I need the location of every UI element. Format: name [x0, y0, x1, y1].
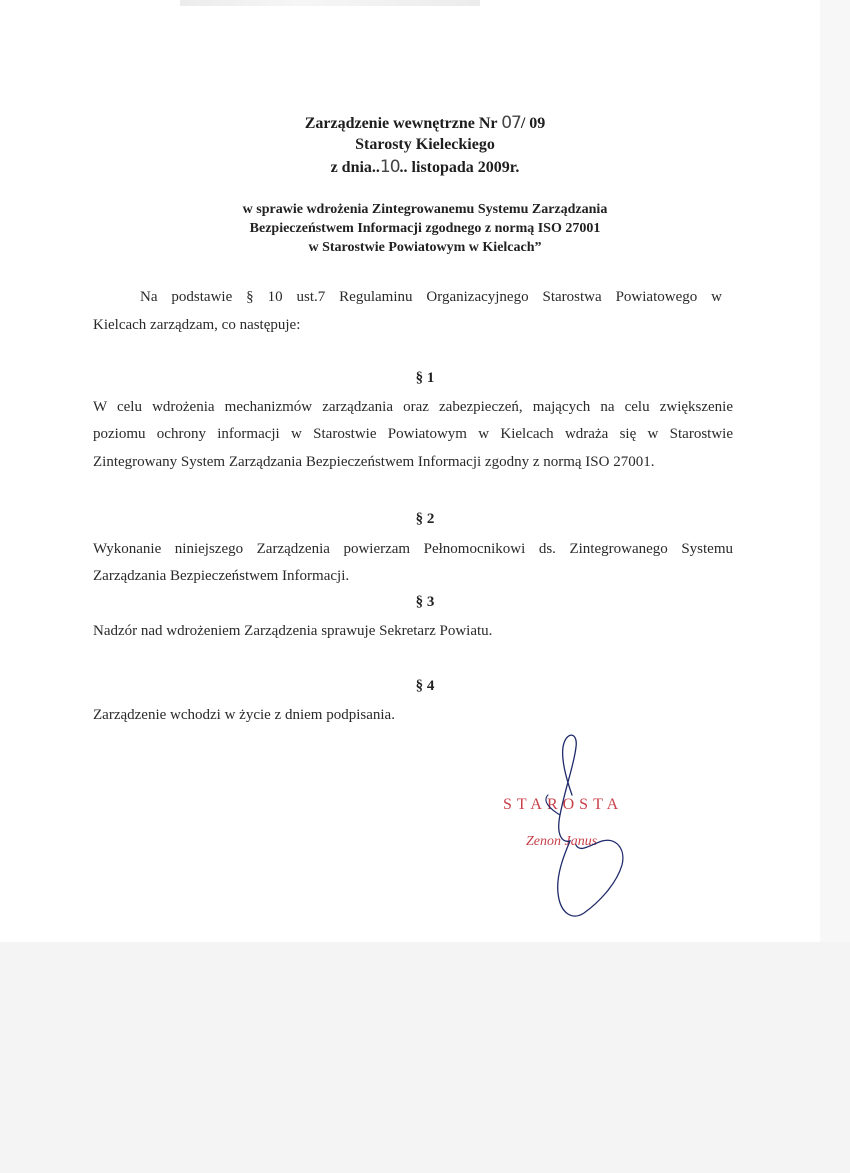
- section-3-line-1: Nadzór nad wdrożeniem Zarządzenia sprawuje Sekretarz Powiatu.: [93, 623, 493, 639]
- section-4-heading: § 4: [415, 678, 435, 694]
- handwritten-day: 10: [379, 157, 400, 177]
- stamp-name: Zenon Janus: [526, 834, 598, 849]
- preamble-line-1: Na podstawie § 10 ust.7 Regulaminu Organizacyjnego Starostwa Powiatowego w: [140, 289, 722, 305]
- section-2-heading: § 2: [415, 511, 435, 527]
- preamble-line-2: Kielcach zarządzam, co następuje:: [93, 317, 301, 333]
- section-2-line-2: Zarządzania Bezpieczeństwem Informacji.: [93, 568, 350, 584]
- stamp-title: STAROSTA: [503, 796, 624, 813]
- document-title: Zarządzenie wewnętrzne Nr 07/ 09: [304, 113, 546, 133]
- document-date: z dnia..10.. listopada 2009r.: [330, 157, 520, 177]
- section-4-line-1: Zarządzenie wchodzi w życie z dniem podpisania.: [93, 707, 395, 723]
- subject-line-1: w sprawie wdrożenia Zintegrowanemu Systemu Zarządzania: [242, 202, 608, 217]
- issuer: Starosty Kieleckiego: [355, 136, 495, 153]
- section-2-line-1: Wykonanie niniejszego Zarządzenia powierzam Pełnomocnikowi ds. Zintegrowanego Systemu: [93, 541, 733, 557]
- handwritten-signature: [520, 725, 640, 935]
- subject-line-3: w Starostwie Powiatowym w Kielcach”: [308, 240, 542, 255]
- subject-line-2: Bezpieczeństwem Informacji zgodnego z normą ISO 27001: [249, 221, 601, 236]
- section-1-line-2: poziomu ochrony informacji w Starostwie Powiatowym w Kielcach wdraża się w Starostwie: [93, 426, 733, 442]
- handwritten-number: 07: [501, 113, 521, 133]
- section-1-line-1: W celu wdrożenia mechanizmów zarządzania oraz zabezpieczeń, mających na celu zwiększenie: [93, 399, 733, 415]
- scan-shadow-bottom: [0, 942, 850, 1173]
- section-1-heading: § 1: [415, 370, 435, 386]
- section-3-heading: § 3: [415, 594, 435, 610]
- section-1-line-3: Zintegrowany System Zarządzania Bezpieczeństwem Informacji zgodny z normą ISO 27001.: [93, 454, 655, 470]
- scan-streak: [180, 0, 480, 6]
